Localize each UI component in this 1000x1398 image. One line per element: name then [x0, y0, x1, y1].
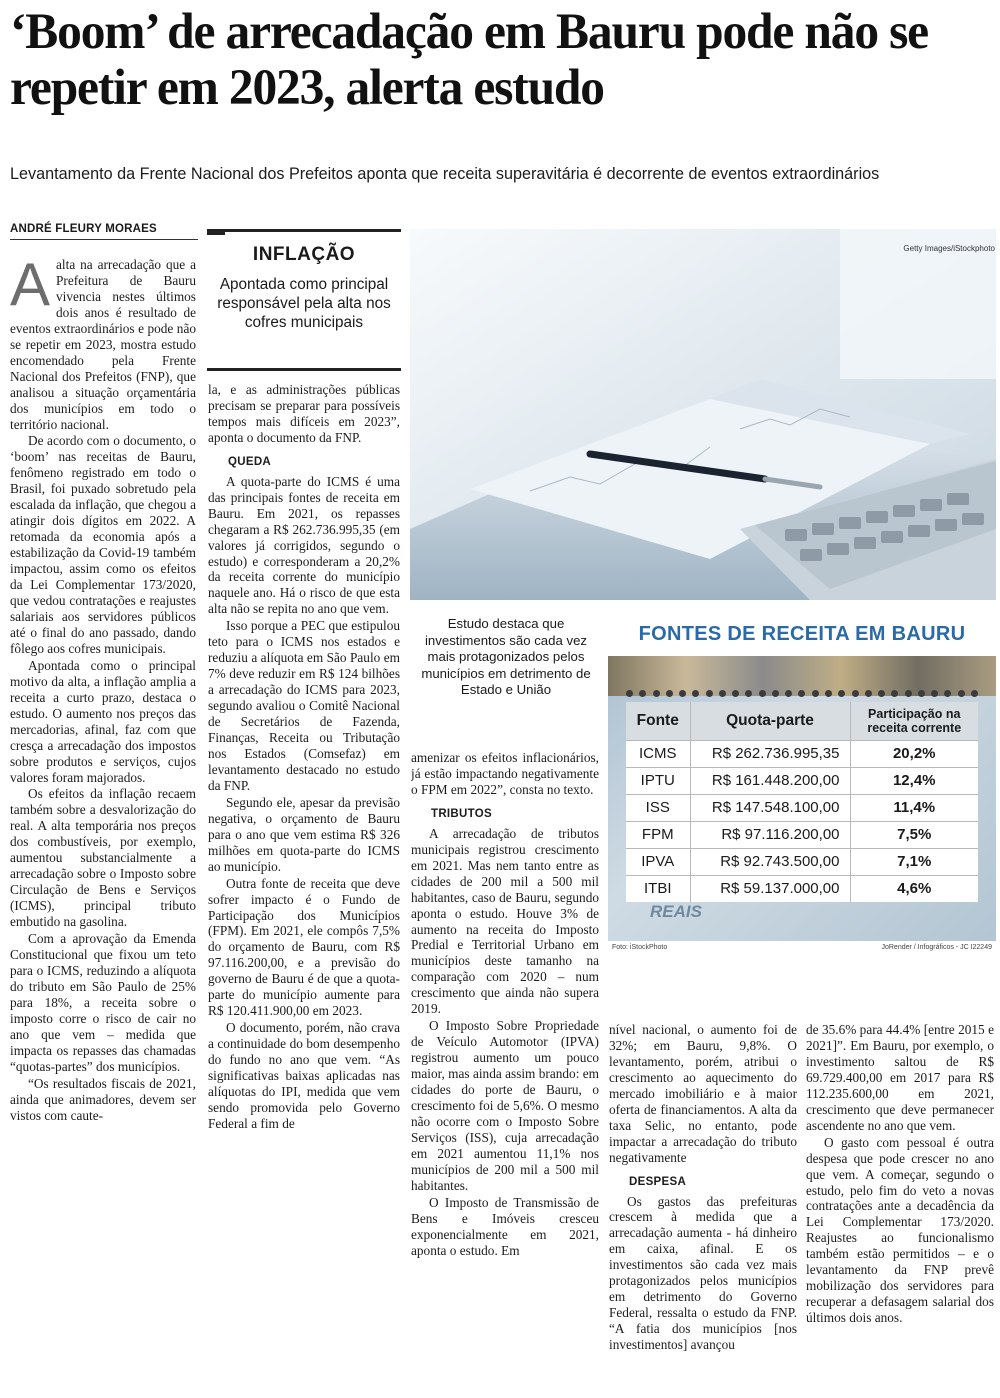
- paragraph: amenizar os efeitos inflacionários, já estão impactando negativamente o FPM em 2022”, consta no texto.: [411, 750, 599, 797]
- column-header: Fonte: [626, 702, 690, 740]
- table-header-row: [626, 702, 978, 740]
- table-cell-fonte: IPTU: [626, 767, 690, 794]
- section-heading-tributos: TRIBUTOS: [431, 807, 492, 820]
- paragraph: O documento, porém, não crava a continuidade do bom desempenho do fundo no ano que vem. “As significativas baixas aplicadas nas alíquotas do IPI, medida que vem sendo promovida pelo Governo Federal a fim de: [208, 1020, 400, 1131]
- headline: ‘Boom’ de arrecadação em Bauru pode não se repetir em 2023, alerta estudo: [10, 4, 928, 116]
- notebook-spiral: [626, 690, 978, 700]
- table-cell-fonte: IPVA: [626, 848, 690, 875]
- subheadline: Levantamento da Frente Nacional dos Prefeitos aponta que receita superavitária é decorrente de eventos extraordinários: [10, 165, 880, 183]
- pull-quote: [207, 229, 401, 371]
- paragraph: Aalta na arrecadação que a Prefeitura de Bauru vivencia nestes últimos dois anos é resultado de eventos extraordinários e pode não se repetir em 2023, mostra estudo encomendado pela Frente Nacional dos Prefeitos (FNP), que analisou a situação orçamentária dos municípios em todo o território nacional.: [10, 257, 196, 432]
- table-row: [626, 794, 978, 821]
- column-header: Quota-parte: [690, 702, 850, 740]
- paragraph: Isso porque a PEC que estipulou teto para o ICMS nos estados e reduziu a alíquota em São Paulo em 7% deve reduzir em R$ 124 bilhões a arrecadação do ICMS para 2023, segundo avaliou o Comitê Nacional de Secretários de Fazenda, Finanças, Receita ou Tributação nos Estados (Comsefaz) em levantamento destacado no estudo da FNP.: [208, 618, 400, 793]
- revenue-table: [626, 702, 978, 902]
- paragraph: “Os resultados fiscais de 2021, ainda que animadores, devem ser vistos com caute-: [10, 1075, 196, 1123]
- paragraph: De acordo com o documento, o ‘boom’ nas receitas de Bauru, fenômeno registrado em todo o Brasil, foi puxado sobretudo pela escalada da inflação, que chegou a atingir dois dígitos em 2022. A retomada da economia após a estabilização da Covid-19 também impactou, assim como os efeitos da Lei Complementar 173/2020, que vedou contratações e reajustes salariais aos servidores públicos até o final do ano passado, dando fôlego aos cofres municipais.: [10, 433, 196, 656]
- paragraph: O Imposto Sobre Propriedade de Veículo Automotor (IPVA) registrou aumento um pouco maior, mas ainda assim brando: em cidades do porte de Bauru, o crescimento foi de 5,6%. O mesmo não ocorre com o Imposto Sobre Serviços (ISS), cuja arrecadação em 2021 aumentou 11,1% nos municípios de 200 mil a 500 mil habitantes.: [411, 1018, 599, 1193]
- table-cell-fonte: FPM: [626, 821, 690, 848]
- paragraph: nível nacional, o aumento foi de 32%; em Bauru, 9,8%. O levantamento, porém, atribui o crescimento ao aquecimento do mercado imobiliário e à maior oferta de financiamentos. A alta da taxa Selic, no entanto, pode impactar a arrecadação do tributo negativamente: [609, 1022, 797, 1165]
- article-column-2: [208, 382, 400, 1398]
- table-cell-fonte: ICMS: [626, 740, 690, 767]
- pull-quote-text: Apontada como principal responsável pela alta nos cofres municipais: [217, 276, 391, 331]
- paragraph: O Imposto de Transmissão de Bens e Imóveis cresceu exponencialmente em 2021, aponta o estudo. Em: [411, 1194, 599, 1258]
- table-cell-pct: 20,2%: [850, 740, 978, 767]
- article-column-3: [411, 750, 599, 1398]
- table-row: [626, 848, 978, 875]
- article-column-4: [609, 1022, 797, 1398]
- table-row: [626, 821, 978, 848]
- table-cell-pct: 11,4%: [850, 794, 978, 821]
- photo-illustration: [410, 229, 996, 600]
- photo-calculator-documents: [410, 229, 996, 600]
- article-column-5: [806, 1022, 994, 1398]
- infographic-footer: [608, 941, 996, 955]
- photo-caption: Estudo destaca que investimentos são cada vez mais protagonizados pelos municípios em detrimento de Estado e União: [421, 616, 591, 698]
- byline: ANDRÉ FLEURY MORAES: [10, 223, 198, 240]
- table-cell-fonte: ISS: [626, 794, 690, 821]
- banknote-reais-text: REAIS: [650, 902, 702, 921]
- paragraph: A arrecadação de tributos municipais registrou crescimento em 2021. Mas nem tanto entre as cidades de 200 mil a 500 mil habitantes, caso de Bauru, segundo aponta o estudo. Houve 3% de aumento na receita do Imposto Predial e Territorial Urbano em municípios deste tamanho na comparação com 2020 – num crescimento que ainda não supera 2019.: [411, 825, 599, 1017]
- table-row: [626, 740, 978, 767]
- pull-quote-tab: [207, 229, 225, 235]
- paragraph: Outra fonte de receita que deve sofrer impacto é o Fundo de Participação dos Municípios (FPM). Em 2021, ele compôs 7,5% do orçamento de Bauru, com R$ 97.116.200,00, e a previsão do governo de Bauru é de que a quota-parte do município aumente para R$ 120.411.900,00 em 2023.: [208, 875, 400, 1019]
- pull-quote-title: INFLAÇÃO: [252, 244, 356, 265]
- section-heading-queda: QUEDA: [228, 455, 272, 468]
- paragraph: A quota-parte do ICMS é uma das principais fontes de receita em Bauru. Em 2021, os repasses chegaram a R$ 262.736.995,35 (em valores já corrigidos, segundo o estudo) e corresponderam a 20,2% da receita corrente do município naquele ano. Há o risco de que esta alta não se repita no ano que vem.: [208, 473, 400, 617]
- infographic-credit: JoRender / Infográficos - JC I22249: [881, 944, 992, 951]
- table-row: [626, 875, 978, 902]
- table-cell-quota: R$ 161.448.200,00: [690, 767, 850, 794]
- table-cell-fonte: ITBI: [626, 875, 690, 902]
- paragraph: Os gastos das prefeituras crescem à medida que a arrecadação aumenta - há dinheiro em caixa, afinal. E os investimentos são cada vez mais protagonizados pelos municípios em detrimento do Governo Federal, ressalta o estudo da FNP. “A fatia dos municípios [nos investimentos] avançou: [609, 1193, 797, 1353]
- table-cell-pct: 7,1%: [850, 848, 978, 875]
- table-cell-quota: R$ 262.736.995,35: [690, 740, 850, 767]
- paragraph: Segundo ele, apesar da previsão negativa, o orçamento de Bauru para o ano que vem estima R$ 326 milhões em quota-parte do ICMS ao município.: [208, 794, 400, 874]
- infographic-title: FONTES DE RECEITA EM BAURU: [608, 612, 996, 656]
- table-cell-pct: 7,5%: [850, 821, 978, 848]
- section-heading-despesa: DESPESA: [629, 1175, 687, 1188]
- paragraph: Com a aprovação da Emenda Constitucional que fixou um teto para o ICMS, reduzindo a alíquota do tributo em São Paulo de 25% para 18%, a receita sobre o imposto corre o risco de cair no ano que vem – medida que impacta os repasses das chamadas “quotas-partes” dos municípios.: [10, 931, 196, 1074]
- drop-cap: A: [10, 257, 51, 318]
- infographic-photo-credit: Foto: iStockPhoto: [612, 944, 668, 951]
- table-row: [626, 767, 978, 794]
- article-column-1: [10, 257, 196, 1398]
- paragraph: Apontada como o principal motivo da alta, a inflação amplia a receita a curto prazo, destaca o estudo. O aumento nos preços das mercadorias, afinal, faz com que cresça a arrecadação dos impostos sobre produtos e serviços, cujos valores foram majorados.: [10, 657, 196, 785]
- table-cell-pct: 4,6%: [850, 875, 978, 902]
- table-cell-quota: R$ 147.548.100,00: [690, 794, 850, 821]
- paragraph: de 35.6% para 44.4% [entre 2015 e 2021]”. Em Bauru, por exemplo, o investimento saltou de R$ 69.729.400,00 em 2017 para R$ 112.235.600,00 em 2021, crescimento que deve permanecer ascendente no ano que vem.: [806, 1022, 994, 1133]
- column-header: Participação na receita corrente: [850, 702, 978, 740]
- revenue-infographic: [608, 612, 996, 955]
- paragraph: Os efeitos da inflação recaem também sobre a desvalorização do real. A alta temporária nos preços dos combustíveis, por exemplo, aumentou substancialmente a arrecadação sobre o Imposto sobre Circulação de Bens e Serviços (ICMS), principal tributo embutido na gasolina.: [10, 786, 196, 930]
- table-cell-quota: R$ 59.137.000,00: [690, 875, 850, 902]
- table-cell-pct: 12,4%: [850, 767, 978, 794]
- photo-credit: Getty Images/iStockphoto: [903, 244, 995, 253]
- table-cell-quota: R$ 92.743.500,00: [690, 848, 850, 875]
- paragraph: O gasto com pessoal é outra despesa que pode crescer no ano que vem. A começar, segundo o estudo, pelo fim do veto a novas contratações ante a decadência da Lei Complementar 173/2020. Reajustes ao funcionalismo também estão permitidos – e o levantamento da FNP prevê mobilização dos servidores para recuperar a defasagem salarial dos últimos dois anos.: [806, 1134, 994, 1326]
- paragraph: la, e as administrações públicas precisam se preparar para possíveis tempos mais difíceis em 2023”, aponta o documento da FNP.: [208, 382, 400, 445]
- table-cell-quota: R$ 97.116.200,00: [690, 821, 850, 848]
